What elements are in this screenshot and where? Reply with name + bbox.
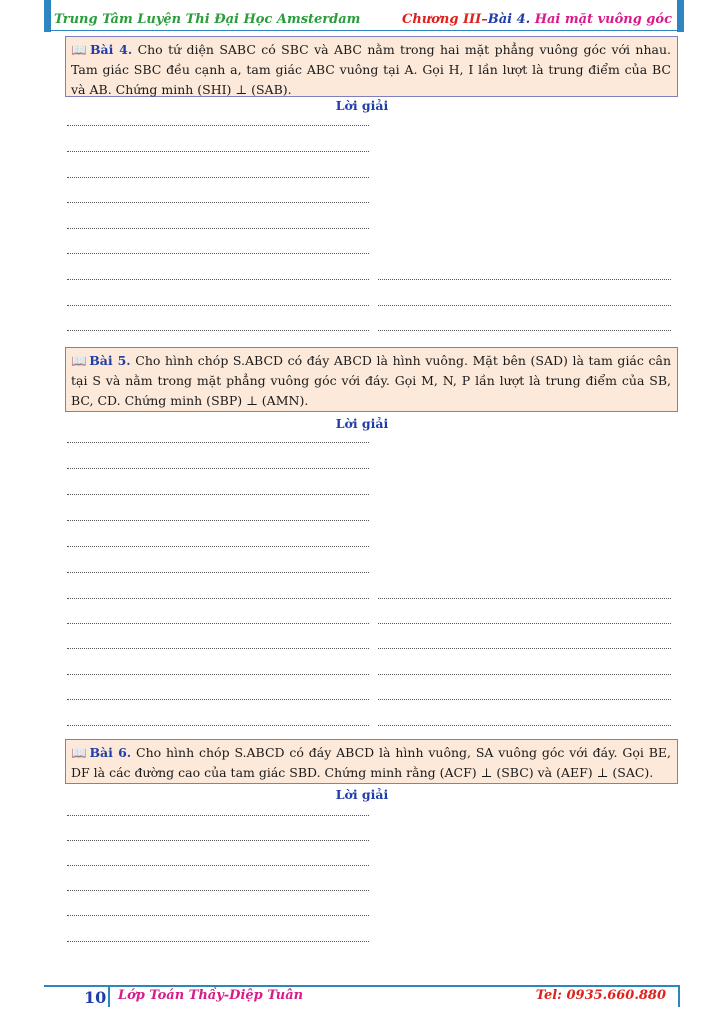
problem-label: Bài 6. xyxy=(89,745,132,760)
answer-line xyxy=(67,202,369,203)
problem-label: Bài 5. xyxy=(89,353,131,368)
problem-label: Bài 4. xyxy=(89,42,133,57)
answer-line xyxy=(67,840,369,841)
answer-line xyxy=(67,151,369,152)
solution-heading: Lời giải xyxy=(335,787,389,802)
problem-text: Cho hình chóp S.ABCD có đáy ABCD là hình vuông, SA vuông góc với đáy. Gọi BE, DF là các đường cao của tam giác SBD. Chứng minh rằng (ACF) ⊥ (SBC) và (AEF) ⊥ (SAC). xyxy=(71,745,671,780)
answer-line xyxy=(378,674,671,675)
header-lesson-label: Bài 4. xyxy=(487,12,531,27)
answer-line xyxy=(67,865,369,866)
answer-line xyxy=(67,125,369,126)
answer-line xyxy=(378,623,671,624)
answer-line xyxy=(67,177,369,178)
answer-line xyxy=(67,725,369,726)
answer-line xyxy=(67,572,369,573)
answer-line xyxy=(67,546,369,547)
answer-line xyxy=(67,623,369,624)
answer-line xyxy=(67,253,369,254)
answer-line xyxy=(67,330,369,331)
header-lesson-title: Hai mặt vuông góc xyxy=(534,12,672,27)
answer-line xyxy=(67,941,369,942)
problem-text: Cho hình chóp S.ABCD có đáy ABCD là hình vuông. Mặt bên (SAD) là tam giác cân tại S và nằm trong mặt phẳng vuông góc với đáy. Gọi M, N, P lần lượt là trung điểm của SB, BC, CD. Chứng minh (SBP) ⊥ (AMN). xyxy=(71,353,671,408)
footer-divider xyxy=(108,985,110,1007)
solution-heading: Lời giải xyxy=(335,98,389,113)
header-chapter xyxy=(402,12,672,27)
header-left-bar xyxy=(44,0,51,32)
answer-line xyxy=(67,674,369,675)
answer-line xyxy=(67,228,369,229)
answer-line xyxy=(67,279,369,280)
footer-teacher: Lớp Toán Thầy-Diệp Tuân xyxy=(118,988,304,1003)
problem-box-4 xyxy=(65,36,678,97)
header-chapter-label: Chương III– xyxy=(401,12,488,27)
problem-box-6 xyxy=(65,739,678,784)
header-center-name: Trung Tâm Luyện Thi Đại Học Amsterdam xyxy=(54,12,361,27)
answer-line xyxy=(67,442,369,443)
answer-line xyxy=(378,725,671,726)
problem-text: Cho tứ diện SABC có SBC và ABC nằm trong hai mặt phẳng vuông góc với nhau. Tam giác SBC đều cạnh a, tam giác ABC vuông tại A. Gọi H, I lần lượt là trung điểm của BC và AB. Chứng minh (SHI) ⊥ (SAB). xyxy=(71,42,671,97)
answer-line xyxy=(67,520,369,521)
answer-line xyxy=(67,598,369,599)
answer-line xyxy=(67,915,369,916)
footer-phone: Tel: 0935.660.880 xyxy=(535,988,666,1003)
header-rule xyxy=(44,30,684,31)
answer-line xyxy=(67,494,369,495)
answer-line xyxy=(378,648,671,649)
answer-line xyxy=(378,598,671,599)
problem-box-5 xyxy=(65,347,678,412)
answer-line xyxy=(67,305,369,306)
answer-line xyxy=(67,648,369,649)
page-header xyxy=(44,0,684,32)
answer-line xyxy=(67,890,369,891)
answer-line xyxy=(378,305,671,306)
page-number: 10 xyxy=(84,988,107,1007)
book-icon: 📖 xyxy=(71,745,88,760)
answer-line xyxy=(378,699,671,700)
footer-end-mark xyxy=(678,985,680,1007)
footer-rule xyxy=(44,985,680,987)
answer-line xyxy=(378,330,671,331)
answer-line xyxy=(67,815,369,816)
answer-line xyxy=(67,468,369,469)
book-icon: 📖 xyxy=(71,353,88,368)
header-right-bar xyxy=(677,0,684,32)
answer-line xyxy=(67,699,369,700)
answer-line xyxy=(378,279,671,280)
book-icon: 📖 xyxy=(71,42,88,57)
solution-heading: Lời giải xyxy=(335,416,389,431)
